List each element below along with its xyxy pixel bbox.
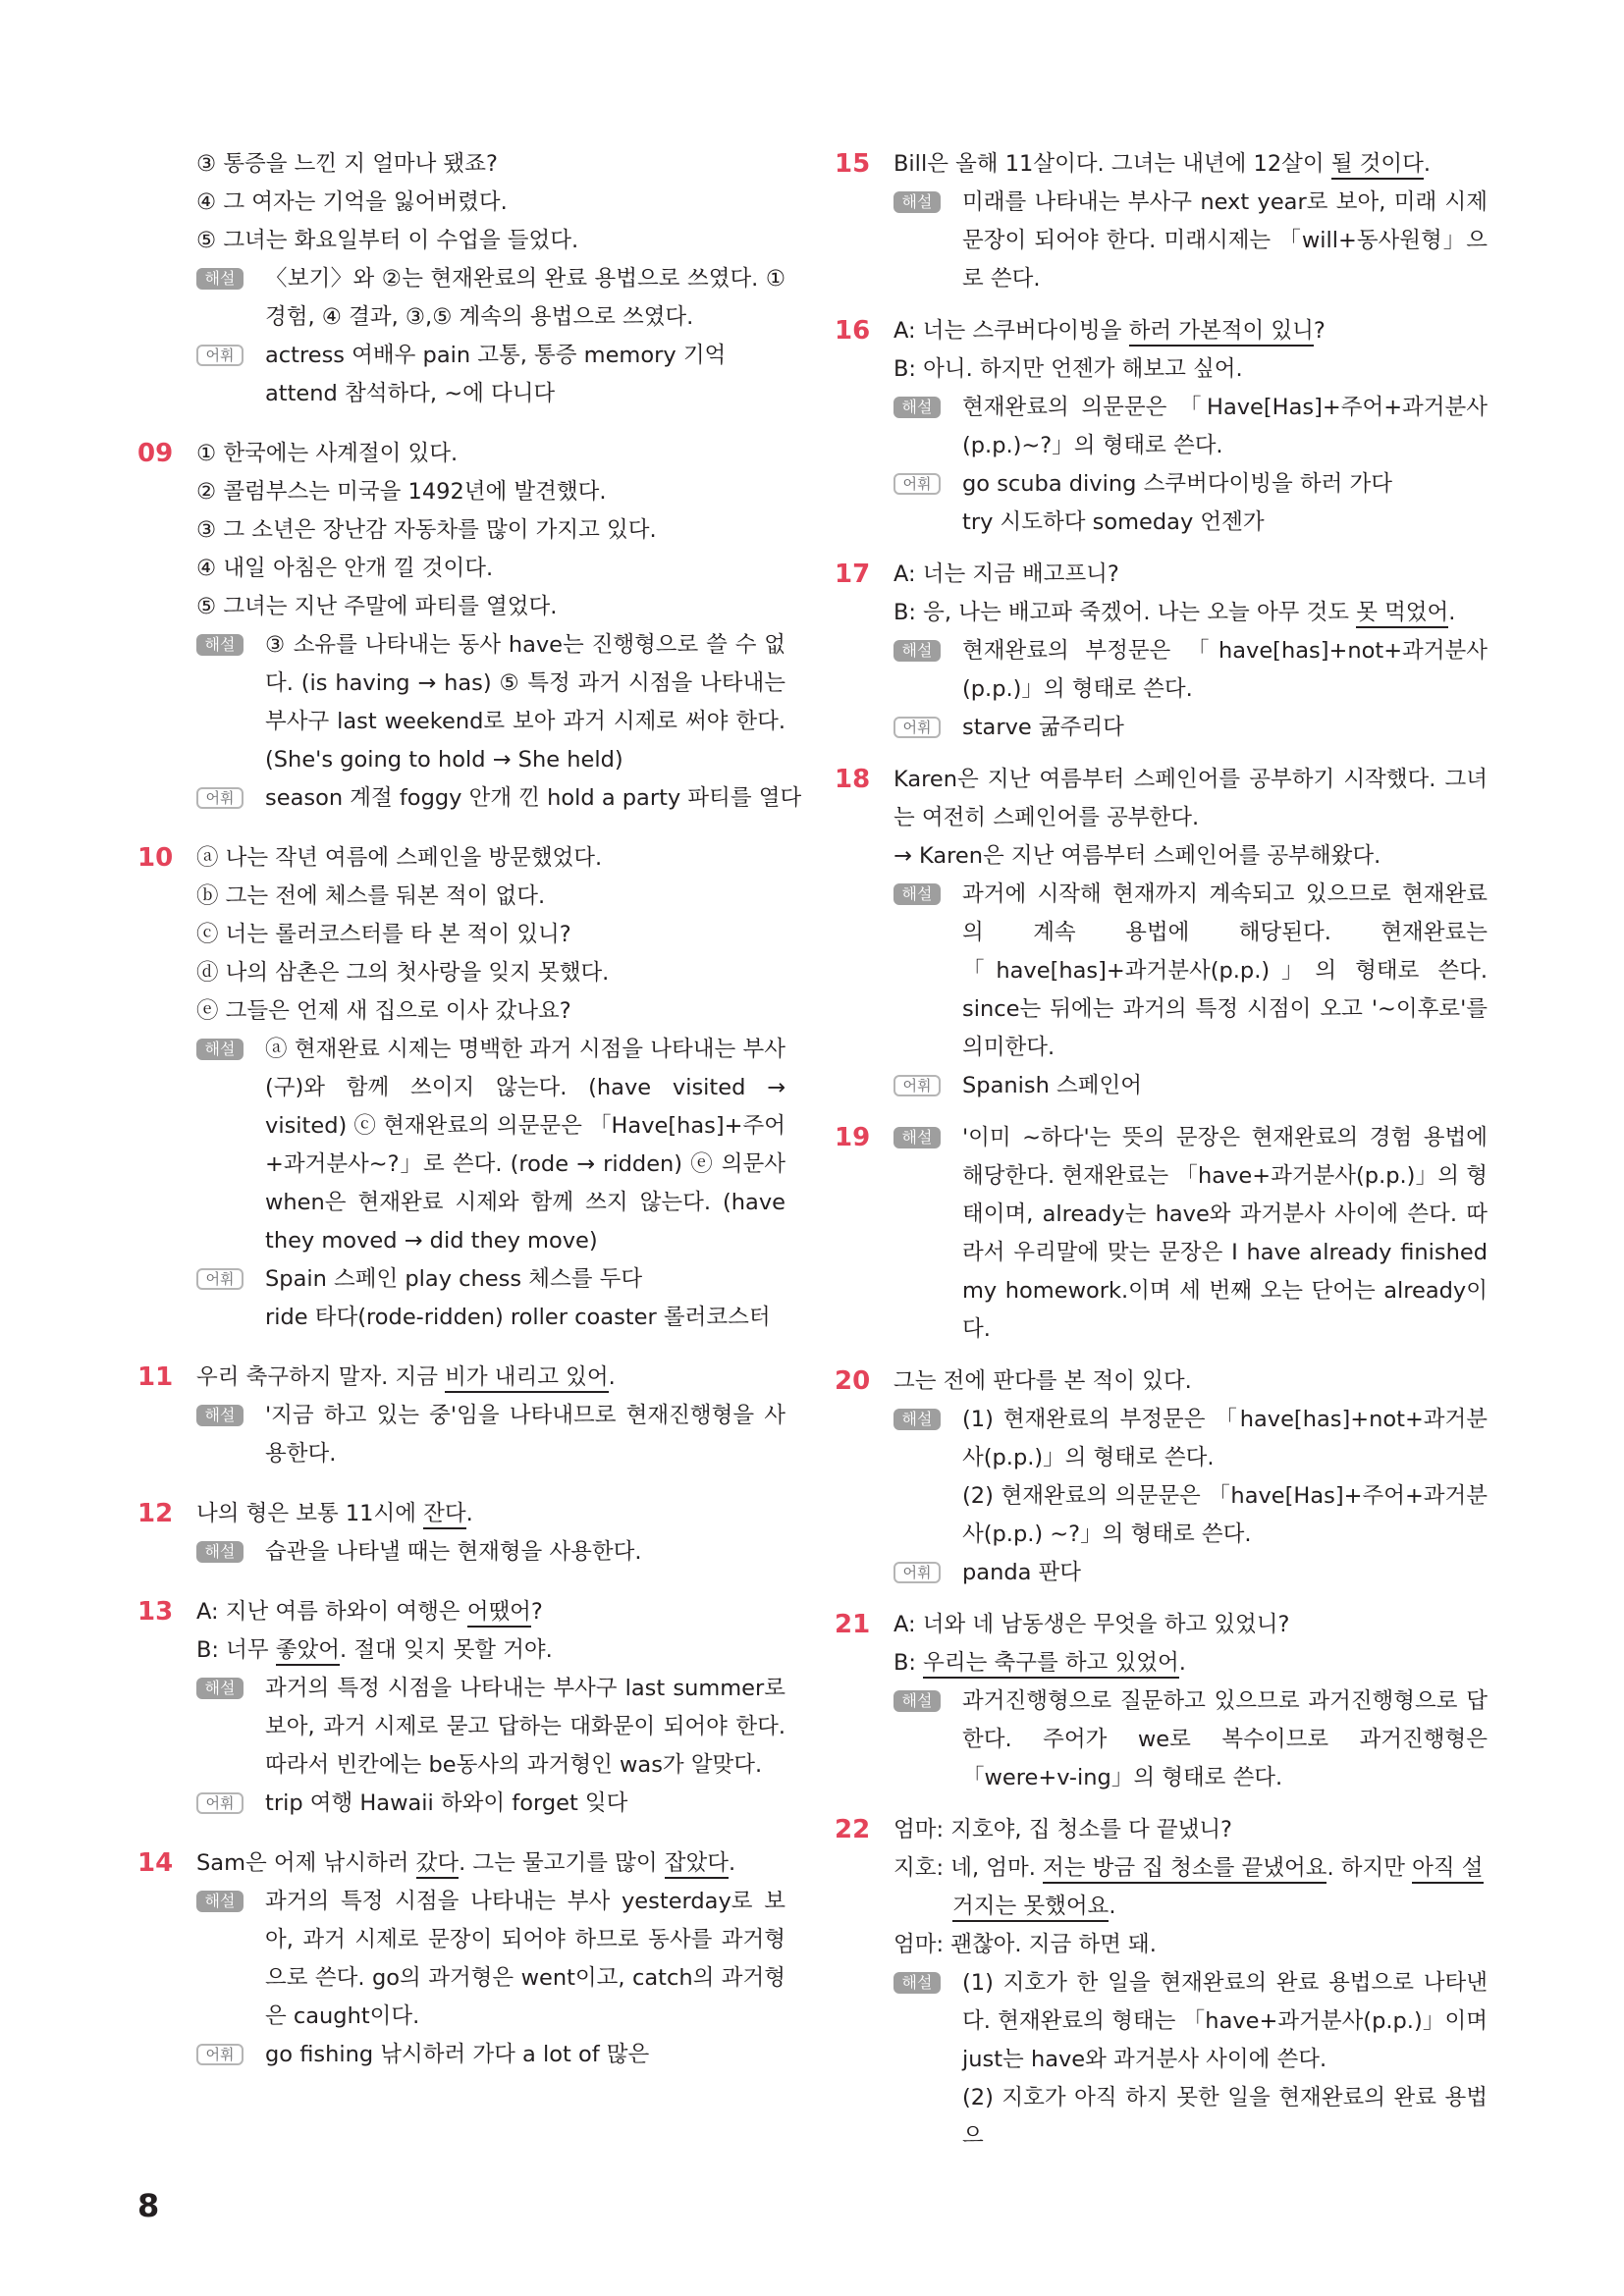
choice-e: ⓔ 그들은 언제 새 집으로 이사 갔나요? — [196, 998, 571, 1024]
dialogue-line-b: B: 응, 나는 배고파 죽겠어. 나는 오늘 아무 것도 못 먹었어. — [835, 594, 1488, 632]
dialogue-line-jiho-cont: 거지는 못했어요. — [835, 1888, 1488, 1926]
explanation-badge: 해설 — [196, 268, 244, 290]
question-12 — [137, 1495, 785, 1572]
question-10 — [137, 839, 785, 1337]
explanation-badge: 해설 — [893, 397, 941, 418]
answer-underline: 우리는 축구를 하고 있었어 — [923, 1650, 1179, 1679]
question-15 — [835, 145, 1488, 298]
explanation-text: 과거의 특정 시점을 나타내는 부사 yesterday로 보아, 과거 시제로 문장이 되어야 하므로 동사를 과거형으로 쓴다. go의 과거형은 went이고, catch의 과거형은 caught이다. — [265, 1889, 785, 2029]
answer-underline: 잡았다 — [665, 1850, 729, 1879]
choice-1: ① 한국에는 사계절이 있다. — [196, 441, 459, 466]
dialogue-line-jiho: 지호: 네, 엄마. 저는 방금 집 청소를 끝냈어요. 하지만 아직 설 — [835, 1849, 1488, 1888]
dialogue-line-mom: 엄마: 괜찮아. 지금 하면 돼. — [893, 1932, 1157, 1957]
explanation-text: (2) 현재완료의 의문문은 「have[Has]+주어+과거분사(p.p.) ~?」의 형태로 쓴다. — [962, 1483, 1488, 1547]
question-number: 11 — [137, 1362, 174, 1392]
explanation-text: '이미 ~하다'는 뜻의 문장은 현재완료의 경험 용법에 해당한다. 현재완료는 「have+과거분사(p.p.)」의 형태이며, already는 have와 과거분사 사이에 쓴다. 따라서 우리말에 맞는 문장은 I have already finished my homework.이며 세 번째 오는 단어는 already이다. — [962, 1125, 1488, 1342]
question-number: 15 — [835, 149, 871, 179]
question-11 — [137, 1359, 785, 1473]
explanation-badge: 해설 — [893, 1972, 941, 1994]
dialogue-line-b: B: 너무 좋았어. 절대 잊지 못할 거야. — [137, 1631, 785, 1670]
answer-underline: 좋았어 — [276, 1637, 340, 1666]
question-number: 19 — [835, 1123, 871, 1152]
question-stem: 나의 형은 보통 11시에 잔다. — [137, 1495, 785, 1533]
vocabulary-badge: 어휘 — [196, 1792, 244, 1814]
vocabulary-badge: 어휘 — [893, 1562, 941, 1583]
explanation-badge: 해설 — [893, 191, 941, 213]
explanation-text: '지금 하고 있는 중'임을 나타내므로 현재진행형을 사용한다. — [265, 1403, 785, 1467]
question-stem: Bill은 올해 11살이다. 그녀는 내년에 12살이 될 것이다. — [835, 145, 1488, 184]
explanation-badge: 해설 — [893, 1127, 941, 1148]
question-16 — [835, 312, 1488, 542]
explanation-badge: 해설 — [196, 1678, 244, 1699]
explanation-badge: 해설 — [196, 634, 244, 656]
dialogue-line-mom: 엄마: 지호야, 집 청소를 다 끝냈니? — [893, 1817, 1232, 1842]
question-17 — [835, 556, 1488, 747]
explanation-text: (1) 현재완료의 부정문은 「have[has]+not+과거분사(p.p.)」의 형태로 쓴다. — [962, 1407, 1488, 1470]
vocabulary-badge: 어휘 — [196, 787, 244, 809]
choice-c: ⓒ 너는 롤러코스터를 타 본 적이 있니? — [196, 922, 571, 947]
dialogue-line-a: A: 지난 여름 하와이 여행은 어땠어? — [137, 1593, 785, 1631]
page-number: 8 — [137, 2187, 160, 2224]
question-13 — [137, 1593, 785, 1823]
choice-5: ⑤ 그녀는 화요일부터 이 수업을 들었다. — [196, 228, 579, 253]
vocabulary-badge: 어휘 — [893, 473, 941, 495]
choice-4: ④ 그 여자는 기억을 잃어버렸다. — [196, 189, 508, 215]
question-09 — [137, 435, 802, 818]
vocabulary-text: trip 여행 Hawaii 하와이 forget 잊다 — [265, 1790, 628, 1816]
question-14 — [137, 1844, 785, 2074]
question-22 — [835, 1811, 1488, 2156]
question-number: 18 — [835, 765, 871, 794]
dialogue-line-b: B: 아니. 하지만 언젠가 해보고 싶어. — [893, 356, 1243, 382]
question-18 — [835, 761, 1488, 1105]
vocabulary-badge: 어휘 — [893, 1075, 941, 1096]
vocabulary-badge: 어휘 — [196, 345, 244, 366]
question-number: 22 — [835, 1815, 871, 1844]
vocabulary-badge: 어휘 — [196, 1268, 244, 1290]
choice-d: ⓓ 나의 삼촌은 그의 첫사랑을 잊지 못했다. — [196, 960, 610, 986]
explanation-badge: 해설 — [196, 1891, 244, 1912]
vocabulary-text: Spain 스페인 play chess 체스를 두다 — [265, 1266, 643, 1292]
answer-underline: 아직 설 — [1412, 1855, 1483, 1884]
answer-underline: 잔다 — [423, 1501, 465, 1529]
right-column — [835, 145, 1488, 2156]
question-number: 21 — [835, 1610, 871, 1639]
choice-3: ③ 그 소년은 장난감 자동차를 많이 가지고 있다. — [196, 517, 657, 543]
explanation-badge: 해설 — [893, 1409, 941, 1430]
question-number: 10 — [137, 843, 174, 873]
question-19 — [835, 1119, 1488, 1349]
answer-underline: 저는 방금 집 청소를 끝냈어요 — [1043, 1855, 1326, 1884]
choice-3: ③ 통증을 느낀 지 얼마나 됐죠? — [196, 151, 498, 177]
choice-a: ⓐ 나는 작년 여름에 스페인을 방문했었다. — [196, 845, 603, 871]
answer-underline: 될 것이다 — [1331, 151, 1424, 180]
vocabulary-badge: 어휘 — [196, 2044, 244, 2065]
answer-underline: 어땠어 — [467, 1599, 531, 1628]
explanation-badge: 해설 — [893, 1690, 941, 1712]
answer-underline: 갔다 — [416, 1850, 459, 1879]
explanation-badge: 해설 — [196, 1405, 244, 1426]
explanation-text: 과거에 시작해 현재까지 계속되고 있으므로 현재완료의 계속 용법에 해당된다. 현재완료는 「have[has]+과거분사(p.p.)」의 형태로 쓴다. since는 뒤에는 과거의 특정 시점이 오고 '~이후로'를 의미한다. — [962, 881, 1488, 1060]
dialogue-line-a: A: 너는 스쿠버다이빙을 하러 가본적이 있니? — [835, 312, 1488, 350]
explanation-text: (1) 지호가 한 일을 현재완료의 완료 용법으로 나타낸다. 현재완료의 형태는 「have+과거분사(p.p.)」이며 just는 have와 과거분사 사이에 쓴다. — [962, 1970, 1488, 2072]
question-number: 09 — [137, 439, 174, 468]
explanation-badge: 해설 — [893, 883, 941, 905]
explanation-text: 과거의 특정 시점을 나타내는 부사구 last summer로 보아, 과거 시제로 묻고 답하는 대화문이 되어야 한다. 따라서 빈칸에는 be동사의 과거형인 was가 알맞다. — [265, 1676, 785, 1778]
question-number: 14 — [137, 1848, 174, 1878]
vocabulary-text: try 시도하다 someday 언젠가 — [962, 509, 1265, 535]
explanation-text: 미래를 나타내는 부사구 next year로 보아, 미래 시제 문장이 되어야 한다. 미래시제는 「will+동사원형」으로 쓴다. — [962, 189, 1488, 292]
question-number: 13 — [137, 1597, 174, 1627]
explanation-text: 〈보기〉와 ②는 현재완료의 완료 용법으로 쓰였다. ① 경험, ④ 결과, ③,⑤ 계속의 용법으로 쓰였다. — [265, 266, 785, 330]
vocabulary-text: starve 굶주리다 — [962, 715, 1124, 740]
choice-5: ⑤ 그녀는 지난 주말에 파티를 열었다. — [196, 594, 558, 619]
answer-underline: 하러 가본적이 있니 — [1129, 318, 1314, 347]
explanation-text: 현재완료의 부정문은 「have[has]+not+과거분사(p.p.)」의 형태로 쓴다. — [962, 638, 1488, 702]
question-stem: Sam은 어제 낚시하러 갔다. 그는 물고기를 많이 잡았다. — [137, 1844, 785, 1883]
explanation-text: 과거진행형으로 질문하고 있으므로 과거진행형으로 답한다. 주어가 we로 복수이므로 과거진행형은 「were+v-ing」의 형태로 쓴다. — [962, 1688, 1488, 1790]
explanation-text: ⓐ 현재완료 시제는 명백한 과거 시점을 나타내는 부사(구)와 함께 쓰이지 않는다. (have visited → visited) ⓒ 현재완료의 의문문은 「Have[has]+주어+과거분사~?」로 쓴다. (rode → ridden) ⓔ 의문사 when은 현재완료 시제와 함께 쓰지 않는다. (have they moved → did they move) — [265, 1037, 786, 1254]
explanation-badge: 해설 — [196, 1541, 244, 1563]
answer-underline: 못 먹었어 — [1356, 600, 1448, 628]
choice-2: ② 콜럼부스는 미국을 1492년에 발견했다. — [196, 479, 607, 505]
dialogue-line-a: A: 너는 지금 배고프니? — [893, 561, 1119, 587]
explanation-badge: 해설 — [893, 640, 941, 662]
question-number: 16 — [835, 316, 871, 346]
left-column — [137, 145, 802, 2074]
explanation-text: ③ 소유를 나타내는 동사 have는 진행형으로 쓸 수 없다. (is having → has) ⑤ 특정 과거 시점을 나타내는 부사구 last weekend로 보아 과거 시제로 써야 한다. (She's going to hold → She held) — [265, 632, 785, 773]
explanation-badge: 해설 — [196, 1039, 244, 1060]
question-08 — [137, 145, 785, 413]
question-stem: Karen은 지난 여름부터 스페인어를 공부하기 시작했다. 그녀는 여전히 스페인어를 공부한다. — [893, 767, 1488, 830]
vocabulary-text: Spanish 스페인어 — [962, 1073, 1142, 1098]
explanation-text: (2) 지호가 아직 하지 못한 일을 현재완료의 완료 용법으 — [962, 2085, 1488, 2149]
dialogue-line-a: A: 너와 네 남동생은 무엇을 하고 있었니? — [893, 1612, 1290, 1637]
vocabulary-text: go fishing 낚시하러 가다 a lot of 많은 — [265, 2042, 650, 2067]
choice-4: ④ 내일 아침은 안개 낄 것이다. — [196, 556, 494, 581]
vocabulary-text: season 계절 foggy 안개 낀 hold a party 파티를 열다 — [265, 785, 802, 811]
answer-sentence: → Karen은 지난 여름부터 스페인어를 공부해왔다. — [893, 843, 1381, 869]
question-number: 20 — [835, 1366, 871, 1396]
explanation-text: 습관을 나타낼 때는 현재형을 사용한다. — [265, 1539, 642, 1565]
vocabulary-text: attend 참석하다, ~에 다니다 — [265, 381, 556, 406]
answer-underline: 비가 내리고 있어 — [445, 1364, 608, 1393]
vocabulary-text: panda 판다 — [962, 1560, 1082, 1585]
vocabulary-text: go scuba diving 스쿠버다이빙을 하러 가다 — [962, 471, 1392, 497]
vocabulary-text: actress 여배우 pain 고통, 통증 memory 기억 — [265, 343, 727, 368]
vocabulary-text: ride 타다(rode-ridden) roller coaster 롤러코스터 — [265, 1305, 771, 1330]
explanation-text: 현재완료의 의문문은 「Have[Has]+주어+과거분사(p.p.)~?」의 형태로 쓴다. — [962, 395, 1488, 458]
question-number: 12 — [137, 1499, 174, 1528]
question-21 — [835, 1606, 1488, 1797]
answer-underline: 거지는 못했어요 — [952, 1894, 1109, 1922]
question-stem: 우리 축구하지 말자. 지금 비가 내리고 있어. — [137, 1359, 785, 1397]
dialogue-line-b: B: 우리는 축구를 하고 있었어. — [835, 1644, 1488, 1682]
vocabulary-badge: 어휘 — [893, 717, 941, 738]
question-20 — [835, 1362, 1488, 1592]
question-number: 17 — [835, 560, 871, 589]
choice-b: ⓑ 그는 전에 체스를 둬본 적이 없다. — [196, 883, 546, 909]
question-stem: 그는 전에 판다를 본 적이 있다. — [893, 1368, 1192, 1394]
